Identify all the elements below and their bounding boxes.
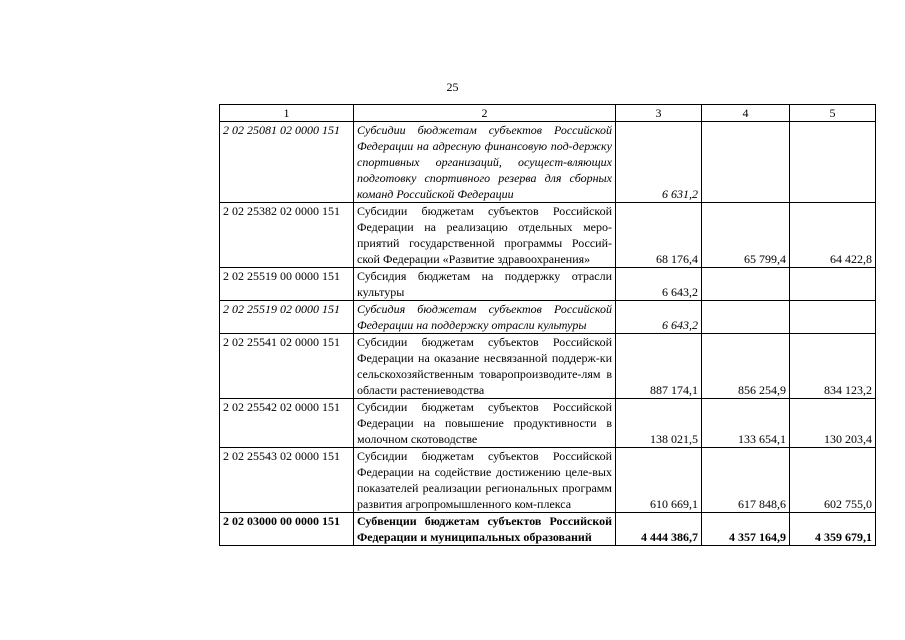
table-header-row	[220, 105, 876, 122]
budget-code: 2 02 25382 02 0000 151	[220, 203, 354, 268]
table-row	[220, 268, 876, 301]
value-col3: 4 444 386,7	[616, 513, 702, 546]
table-row	[220, 334, 876, 399]
budget-code: 2 02 25081 02 0000 151	[220, 122, 354, 203]
value-col3: 6 643,2	[616, 268, 702, 301]
value-col5	[790, 268, 876, 301]
table-row	[220, 203, 876, 268]
value-col3: 6 643,2	[616, 301, 702, 334]
budget-code: 2 02 25543 02 0000 151	[220, 448, 354, 513]
value-col4	[702, 122, 790, 203]
value-col4: 133 654,1	[702, 399, 790, 448]
item-name: Субсидии бюджетам субъектов Российской Федерации на реализацию отдельных меро-приятий государственной программы Россий-ской Федерации «Развитие здравоохранения»	[354, 203, 616, 268]
item-name: Субсидии бюджетам субъектов Российской Федерации на содействие достижению целе-вых показателей реализации региональных программ развития агропромышленного ком-плекса	[354, 448, 616, 513]
item-name: Субсидии бюджетам субъектов Российской Федерации на адресную финансовую под-держку спортивных организаций, осущест-вляющих подготовку спортивного резерва для сборных команд Российской Федерации	[354, 122, 616, 203]
value-col5: 130 203,4	[790, 399, 876, 448]
value-col4	[702, 268, 790, 301]
value-col5: 834 123,2	[790, 334, 876, 399]
value-col5: 602 755,0	[790, 448, 876, 513]
table-row	[220, 122, 876, 203]
value-col3: 6 631,2	[616, 122, 702, 203]
value-col4: 617 848,6	[702, 448, 790, 513]
budget-table	[219, 104, 876, 546]
budget-code: 2 02 03000 00 0000 151	[220, 513, 354, 546]
budget-code: 2 02 25542 02 0000 151	[220, 399, 354, 448]
column-header-5: 5	[790, 105, 876, 122]
table-row	[220, 399, 876, 448]
value-col3: 887 174,1	[616, 334, 702, 399]
item-name: Субсидия бюджетам субъектов Российской Федерации на поддержку отрасли культуры	[354, 301, 616, 334]
page-number: 25	[446, 80, 459, 94]
budget-code: 2 02 25519 00 0000 151	[220, 268, 354, 301]
table-row	[220, 448, 876, 513]
column-header-3: 3	[616, 105, 702, 122]
value-col4	[702, 301, 790, 334]
value-col4: 856 254,9	[702, 334, 790, 399]
value-col4: 4 357 164,9	[702, 513, 790, 546]
value-col3: 610 669,1	[616, 448, 702, 513]
table-row	[220, 301, 876, 334]
value-col5: 4 359 679,1	[790, 513, 876, 546]
column-header-4: 4	[702, 105, 790, 122]
value-col4: 65 799,4	[702, 203, 790, 268]
value-col3: 138 021,5	[616, 399, 702, 448]
item-name: Субсидии бюджетам субъектов Российской Федерации на оказание несвязанной поддерж-ки сельскохозяйственным товаропроизводите-лям в области растениеводства	[354, 334, 616, 399]
value-col3: 68 176,4	[616, 203, 702, 268]
item-name: Субвенции бюджетам субъектов Российской Федерации и муниципальных образований	[354, 513, 616, 546]
column-header-1: 1	[220, 105, 354, 122]
value-col5	[790, 122, 876, 203]
item-name: Субсидии бюджетам субъектов Российской Федерации на повышение продуктивности в молочном скотоводстве	[354, 399, 616, 448]
item-name: Субсидия бюджетам на поддержку отрасли культуры	[354, 268, 616, 301]
budget-code: 2 02 25541 02 0000 151	[220, 334, 354, 399]
table-row	[220, 513, 876, 546]
column-header-2: 2	[354, 105, 616, 122]
value-col5	[790, 301, 876, 334]
value-col5: 64 422,8	[790, 203, 876, 268]
budget-code: 2 02 25519 02 0000 151	[220, 301, 354, 334]
